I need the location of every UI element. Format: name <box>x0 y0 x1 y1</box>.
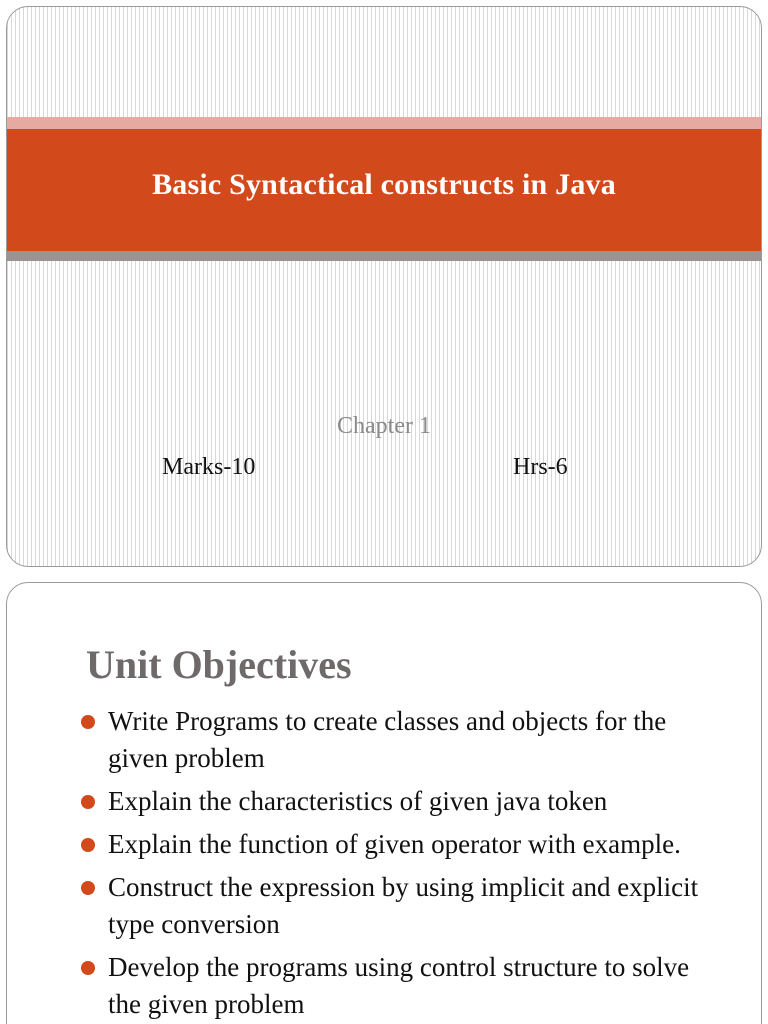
accent-band-bottom <box>7 251 761 261</box>
bullet-dot-icon <box>81 715 95 729</box>
objective-item <box>81 783 721 820</box>
objective-text: Explain the characteristics of given java token <box>108 786 608 816</box>
objectives-slide <box>6 582 762 1024</box>
hours-label: Hrs-6 <box>513 454 568 480</box>
objective-item <box>81 826 721 863</box>
bullet-dot-icon <box>81 838 95 852</box>
slide-title: Basic Syntactical constructs in Java <box>152 168 616 201</box>
bullet-dot-icon <box>81 881 95 895</box>
objective-item <box>81 703 721 777</box>
bullet-dot-icon <box>81 795 95 809</box>
objective-text: Develop the programs using control structure to solve the given problem <box>108 952 690 1019</box>
objectives-heading: Unit Objectives <box>86 642 352 687</box>
marks-label: Marks-10 <box>162 454 256 480</box>
title-slide <box>6 6 762 567</box>
objective-item <box>81 949 721 1023</box>
title-band <box>7 129 761 251</box>
objective-text: Construct the expression by using implicit and explicit type conversion <box>108 872 699 939</box>
objective-item <box>81 869 721 943</box>
objectives-list <box>81 703 721 1024</box>
bullet-dot-icon <box>81 961 95 975</box>
accent-band-top <box>7 117 761 129</box>
objective-text: Write Programs to create classes and objects for the given problem <box>108 706 667 773</box>
objective-text: Explain the function of given operator with example. <box>108 829 681 859</box>
chapter-label: Chapter 1 <box>337 413 431 439</box>
